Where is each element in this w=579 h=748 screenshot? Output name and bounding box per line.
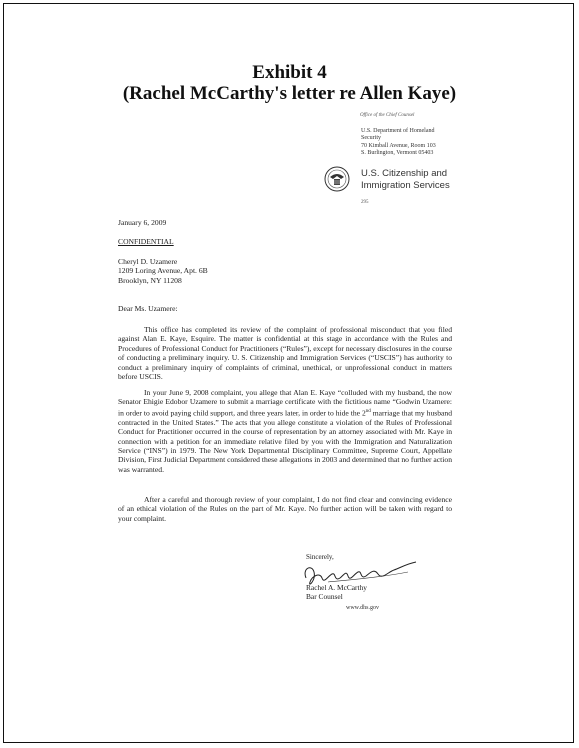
paragraph-2-part-b: marriage that my husband contracted in the United States.” The acts that you allege constitute a violation of the Rules of Professional Conduct for Practitioner bbox=[118, 408, 452, 437]
paragraph-2-part-a: In your June 9, 2008 complaint, you allege that Alan E. Kaye “colluded with my husband, the now Senator Ehigie Edobor Uzamere to submit a marriage certificate with the fictitious name “Godwin Uzamere: in order to avoid paying child support, and three years later, in order to hide the 2 bbox=[118, 388, 452, 418]
agency-name bbox=[361, 168, 450, 192]
signer-block bbox=[306, 583, 367, 601]
paragraph-1: This office has completed its review of the complaint of professional misconduct that you filed against Alan E. Kaye, Esquire. The matter is confidential at this stage in accordance with the Rules and Procedures of Professional Conduct for Practitioners (“Rules”), except for necessary disclosures in the course of conducting a preliminary inquiry. U. S. Citizenship and Immigration Services (“USCIS”) has authority to conduct a preliminary inquiry of complaints of criminal, unethical, or unprofessional conduct in matters before USCIS. bbox=[118, 325, 452, 382]
paragraph-2 bbox=[118, 388, 452, 474]
recipient-street: 1209 Loring Avenue, Apt. 6B bbox=[118, 266, 208, 276]
website: www.dhs.gov bbox=[346, 605, 379, 611]
confidential-marking: CONFIDENTIAL bbox=[118, 237, 174, 246]
recipient-address bbox=[118, 257, 208, 285]
agency-line-2: Immigration Services bbox=[361, 180, 450, 191]
letter-date: January 6, 2009 bbox=[118, 218, 167, 227]
agency-line-1: U.S. Citizenship and bbox=[361, 168, 448, 179]
paragraph-2-part-c: (“INS”) in 1979. The New York Departmental Disciplinary Committee, Supreme Court, Appellate Division, First Judicial Department considered these allegations in 2003 and determined that no further action was warranted. bbox=[118, 445, 452, 474]
underlined-passage: occurred in the course of representation by an attorney associated with Mr. Kaye in connection with a petition for an immediate relative filed by you with the Immigration and Naturalization Service bbox=[118, 427, 452, 455]
ordinal-suffix: nd bbox=[365, 408, 371, 414]
reference-code: 295 bbox=[361, 200, 369, 205]
exhibit-title: Exhibit 4 bbox=[252, 62, 327, 83]
paragraph-3: After a careful and thorough review of your complaint, I do not find clear and convincing evidence of an ethical violation of the Rules on the part of Mr. Kaye. No further action will be taken with regard to your complaint. bbox=[118, 495, 452, 523]
recipient-name: Cheryl D. Uzamere bbox=[118, 257, 178, 266]
signer-name: Rachel A. McCarthy bbox=[306, 583, 367, 592]
office-name: Office of the Chief Counsel bbox=[360, 113, 415, 118]
signer-title: Bar Counsel bbox=[306, 592, 343, 601]
recipient-city: Brooklyn, NY 11208 bbox=[118, 275, 182, 285]
dept-line-1: U.S. Department of Homeland bbox=[361, 128, 435, 134]
closing: Sincerely, bbox=[306, 553, 334, 561]
dhs-seal-icon bbox=[324, 166, 350, 192]
exhibit-subtitle: (Rachel McCarthy's letter re Allen Kaye) bbox=[122, 83, 457, 104]
dept-line-2: Security bbox=[361, 135, 381, 141]
dept-line-4: S. Burlington, Vermont 05403 bbox=[361, 150, 434, 156]
dept-line-3: 70 Kimball Avenue, Room 103 bbox=[361, 143, 436, 149]
salutation: Dear Ms. Uzamere: bbox=[118, 304, 178, 313]
